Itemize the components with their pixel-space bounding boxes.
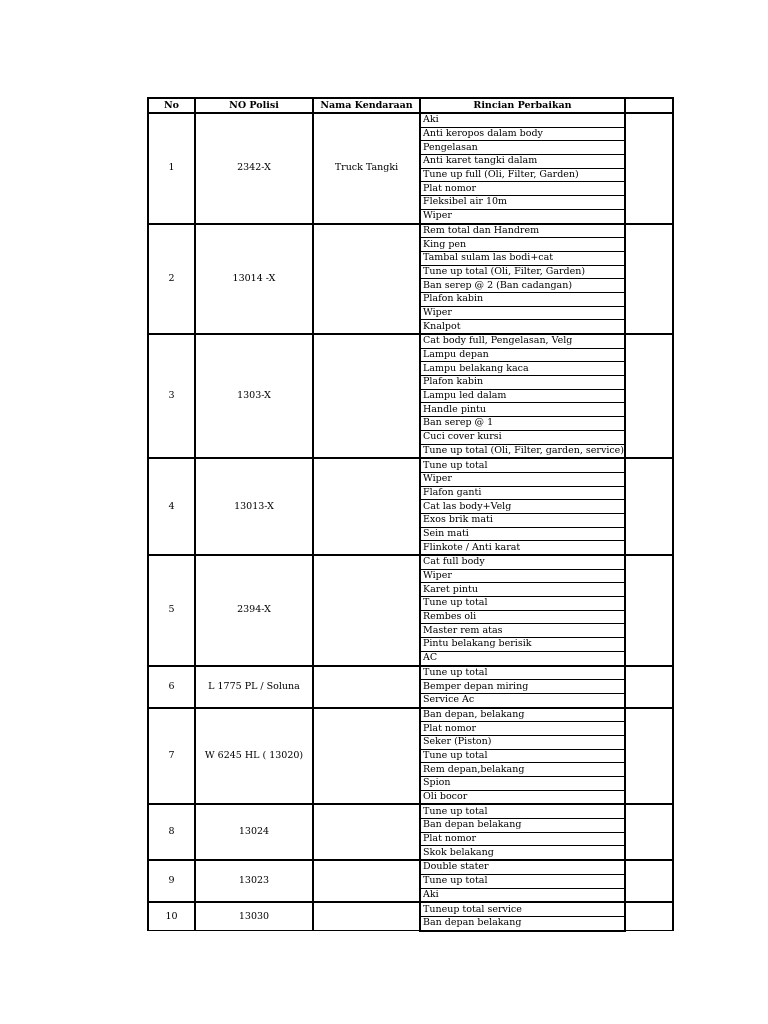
cell-rincian: Ban serep @ 1 xyxy=(420,417,625,431)
header-rincian-perbaikan: Rincian Perbaikan xyxy=(420,98,625,113)
cell-no-polisi: 13013-X xyxy=(195,458,313,555)
cell-rincian: Rem depan,belakang xyxy=(420,763,625,777)
cell-rincian: Cat full body xyxy=(420,555,625,569)
cell-no: 4 xyxy=(148,458,195,555)
cell-rincian: Aki xyxy=(420,888,625,902)
cell-nama-kendaraan xyxy=(313,458,420,555)
cell-nama-kendaraan xyxy=(313,555,420,666)
cell-rincian: Lampu led dalam xyxy=(420,389,625,403)
cell-rincian: Lampu depan xyxy=(420,348,625,362)
cell-extra xyxy=(625,902,673,930)
repair-table xyxy=(147,97,674,932)
cell-rincian: Pintu belakang berisik xyxy=(420,638,625,652)
cell-rincian: Tune up total xyxy=(420,597,625,611)
cell-rincian: Plat nomor xyxy=(420,832,625,846)
cell-no-polisi: 13024 xyxy=(195,804,313,860)
table-row xyxy=(148,113,673,127)
cell-no-polisi: L 1775 PL / Soluna xyxy=(195,666,313,708)
cell-rincian: Wiper xyxy=(420,209,625,223)
cell-no: 2 xyxy=(148,224,195,335)
cell-rincian: AC xyxy=(420,651,625,665)
cell-no-polisi: W 6245 HL ( 13020) xyxy=(195,708,313,805)
table-row xyxy=(148,804,673,818)
cell-nama-kendaraan xyxy=(313,708,420,805)
cell-rincian: Knalpot xyxy=(420,320,625,334)
cell-rincian: Exos brik mati xyxy=(420,513,625,527)
cell-rincian: Tune up total (Oli, Filter, garden, service) xyxy=(420,444,625,458)
cell-no-polisi: 2342-X xyxy=(195,113,313,224)
cell-nama-kendaraan xyxy=(313,860,420,902)
cell-nama-kendaraan: Truck Tangki xyxy=(313,113,420,224)
cell-rincian: Lampu belakang kaca xyxy=(420,362,625,376)
cell-rincian: Skok belakang xyxy=(420,846,625,860)
cell-rincian: Fleksibel air 10m xyxy=(420,196,625,210)
cell-rincian: Tuneup total service xyxy=(420,902,625,916)
cell-no: 5 xyxy=(148,555,195,666)
cell-rincian: Tune up total xyxy=(420,874,625,888)
cell-no-polisi: 13014 -X xyxy=(195,224,313,335)
cell-extra xyxy=(625,708,673,805)
cell-rincian: Bemper depan miring xyxy=(420,680,625,694)
cell-rincian: Karet pintu xyxy=(420,583,625,597)
cell-rincian: Tune up full (Oli, Filter, Garden) xyxy=(420,168,625,182)
cell-rincian: Ban serep @ 2 (Ban cadangan) xyxy=(420,279,625,293)
cell-rincian: Ban depan, belakang xyxy=(420,708,625,722)
cell-rincian: Seker (Piston) xyxy=(420,735,625,749)
cell-rincian: Plat nomor xyxy=(420,182,625,196)
cell-nama-kendaraan xyxy=(313,224,420,335)
cell-nama-kendaraan xyxy=(313,804,420,860)
cell-rincian: Handle pintu xyxy=(420,403,625,417)
cell-extra xyxy=(625,458,673,555)
cell-extra xyxy=(625,555,673,666)
cell-rincian: Anti keropos dalam body xyxy=(420,127,625,141)
cell-extra xyxy=(625,804,673,860)
cell-rincian: Ban depan belakang xyxy=(420,819,625,833)
cell-rincian: Tune up total (Oli, Filter, Garden) xyxy=(420,265,625,279)
cell-no: 1 xyxy=(148,113,195,224)
cell-no: 10 xyxy=(148,902,195,930)
cell-rincian: Tune up total xyxy=(420,804,625,818)
header-row xyxy=(148,98,673,113)
cell-no-polisi: 13030 xyxy=(195,902,313,930)
cell-no-polisi: 13023 xyxy=(195,860,313,902)
cell-no-polisi: 2394-X xyxy=(195,555,313,666)
cell-rincian: Plafon kabin xyxy=(420,376,625,390)
cell-rincian: Plat nomor xyxy=(420,722,625,736)
cell-rincian: Plafon kabin xyxy=(420,292,625,306)
cell-nama-kendaraan xyxy=(313,334,420,458)
table-row xyxy=(148,666,673,680)
table-row xyxy=(148,334,673,348)
cell-rincian: Cat body full, Pengelasan, Velg xyxy=(420,334,625,348)
table-row xyxy=(148,458,673,472)
cell-rincian: Aki xyxy=(420,113,625,127)
header-nama-kendaraan: Nama Kendaraan xyxy=(313,98,420,113)
cell-rincian: Anti karet tangki dalam xyxy=(420,155,625,169)
cell-rincian: Flinkote / Anti karat xyxy=(420,541,625,555)
table-row xyxy=(148,708,673,722)
cell-rincian: Service Ac xyxy=(420,693,625,707)
cell-rincian: Wiper xyxy=(420,306,625,320)
cell-no: 6 xyxy=(148,666,195,708)
cell-rincian: Master rem atas xyxy=(420,624,625,638)
cell-extra xyxy=(625,666,673,708)
cell-rincian: Spion xyxy=(420,777,625,791)
cell-rincian: King pen xyxy=(420,238,625,252)
cell-rincian: Rem total dan Handrem xyxy=(420,224,625,238)
cell-no-polisi: 1303-X xyxy=(195,334,313,458)
cell-no: 3 xyxy=(148,334,195,458)
cell-no: 9 xyxy=(148,860,195,902)
cell-rincian: Cat las body+Velg xyxy=(420,500,625,514)
table-row xyxy=(148,860,673,874)
cell-rincian: Tune up total xyxy=(420,458,625,472)
cell-no: 8 xyxy=(148,804,195,860)
cell-extra xyxy=(625,224,673,335)
table-body xyxy=(148,113,673,931)
cell-rincian: Wiper xyxy=(420,569,625,583)
cell-rincian: Pengelasan xyxy=(420,141,625,155)
cell-extra xyxy=(625,860,673,902)
cell-rincian: Tune up total xyxy=(420,749,625,763)
header-no: No xyxy=(148,98,195,113)
cell-rincian: Tune up total xyxy=(420,666,625,680)
cell-rincian: Sein mati xyxy=(420,527,625,541)
header-no-polisi: NO Polisi xyxy=(195,98,313,113)
header-extra xyxy=(625,98,673,113)
cell-rincian: Rembes oli xyxy=(420,610,625,624)
cell-rincian: Tambal sulam las bodi+cat xyxy=(420,251,625,265)
cell-rincian: Oli bocor xyxy=(420,790,625,804)
cell-extra xyxy=(625,334,673,458)
cell-rincian: Wiper xyxy=(420,472,625,486)
table-row xyxy=(148,555,673,569)
cell-rincian: Cuci cover kursi xyxy=(420,430,625,444)
cell-rincian: Double stater xyxy=(420,860,625,874)
cell-rincian: Flafon ganti xyxy=(420,486,625,500)
cell-nama-kendaraan xyxy=(313,666,420,708)
cell-no: 7 xyxy=(148,708,195,805)
cell-rincian: Ban depan belakang xyxy=(420,916,625,930)
table-row xyxy=(148,224,673,238)
cell-nama-kendaraan xyxy=(313,902,420,930)
table-row xyxy=(148,902,673,916)
cell-extra xyxy=(625,113,673,224)
